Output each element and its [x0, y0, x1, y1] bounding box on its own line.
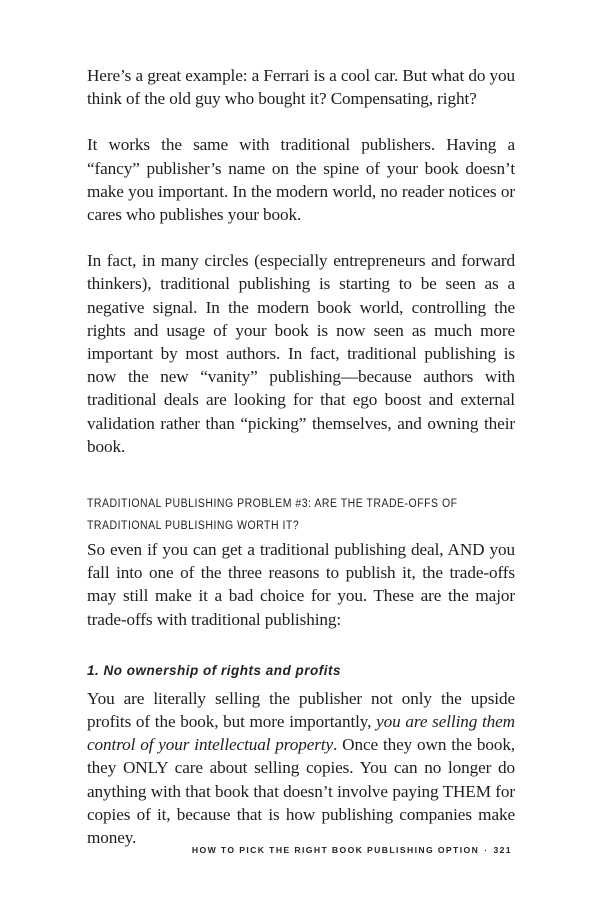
section-heading: TRADITIONAL PUBLISHING PROBLEM #3: ARE THE TRADE-OFFS OF TRADITIONAL PUBLISHING WORTH IT? — [87, 496, 458, 533]
ownership-text-start: You are literally selling the publisher not only the upside profits of the book, but more importantly, — [87, 688, 515, 732]
ownership-text-end: . Once they own the book, they ONLY care about selling copies. You can no longer do anything with that book that doesn’t involve paying THEM for copies of it, because that is how publishing companies make money. — [87, 735, 516, 848]
section-intro-paragraph: So even if you can get a traditional publishing deal, AND you fall into one of the three reasons to publish it, the trade-offs may still make it a bad choice for you. These are the major trade-offs with traditional publishing: — [87, 540, 515, 629]
subheading-ownership: 1. No ownership of rights and profits — [87, 662, 342, 678]
running-title: HOW TO PICK THE RIGHT BOOK PUBLISHING OPTION — [191, 845, 480, 855]
paragraph-ownership — [87, 687, 515, 849]
ownership-emphasis: you are selling them control of your intellectual property — [87, 712, 515, 755]
page-body — [87, 64, 515, 849]
footer-separator: · — [484, 845, 489, 855]
paragraph-ferrari-example: Here’s a great example: a Ferrari is a cool car. But what do you think of the old guy who bought it? Compensating, right? — [87, 66, 515, 109]
page-number: 321 — [493, 845, 512, 855]
paragraph-negative-signal: In fact, in many circles (especially entrepreneurs and forward thinkers), traditional publishing is starting to be seen as a negative signal. In the modern book world, controlling the rights and usage of your book is now seen as much more important by most authors. In fact, traditional publishing is now the new “vanity” publishing—because authors with traditional deals are looking for that ego boost and external validation rather than “picking” themselves, and owning their book. — [87, 251, 515, 456]
page-footer — [192, 845, 512, 855]
paragraph-publisher-name: It works the same with traditional publishers. Having a “fancy” publisher’s name on the spine of your book doesn’t make you important. In the modern world, no reader notices or cares who publishes your book. — [87, 135, 515, 225]
